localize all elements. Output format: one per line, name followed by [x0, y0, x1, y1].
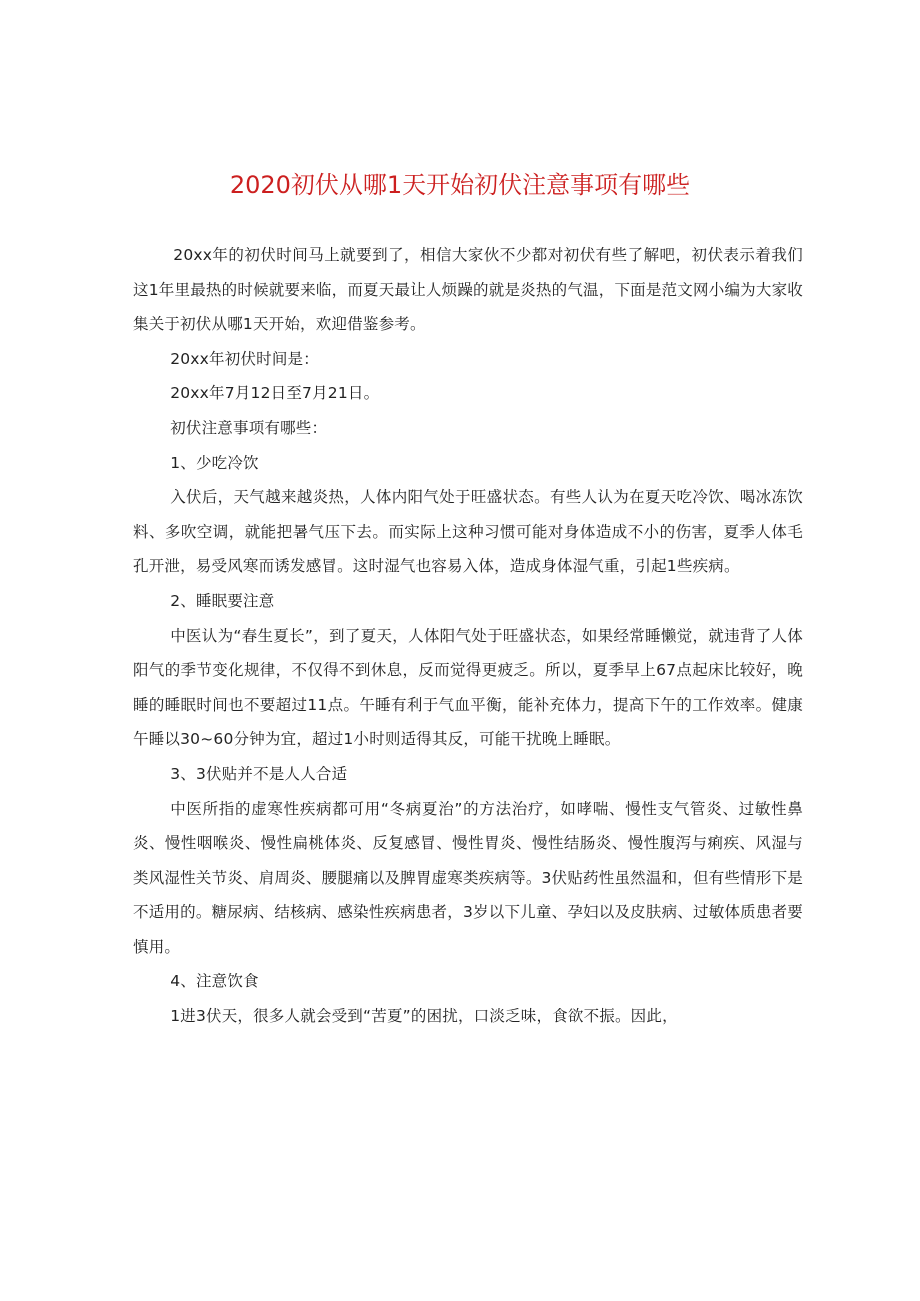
paragraph-body-1: 入伏后，天气越来越炎热，人体内阳气处于旺盛状态。有些人认为在夏天吃冷饮、喝冰冻饮料、多吹空调，就能把暑气压下去。而实际上这种习惯可能对身体造成不小的伤害，夏季人体毛孔开泄，易受风寒而诱发感冒。这时湿气也容易入体，造成身体湿气重，引起1些疾病。 [133, 488, 803, 576]
paragraph-body-3: 中医所指的虚寒性疾病都可用“冬病夏治”的方法治疗，如哮喘、慢性支气管炎、过敏性鼻炎、慢性咽喉炎、慢性扁桃体炎、反复感冒、慢性胃炎、慢性结肠炎、慢性腹泻与痢疾、风湿与类风湿性关节炎、肩周炎、腰腿痛以及脾胃虚寒类疾病等。3伏贴药性虽然温和，但有些情形下是不适用的。糖尿病、结核病、感染性疾病患者，3岁以下儿童、孕妇以及皮肤病、过敏体质患者要慎用。 [133, 799, 803, 956]
document-body [133, 238, 803, 1034]
paragraph-date-range: 20xx年7月12日至7月21日。 [170, 384, 380, 403]
paragraph-body-4: 1进3伏天，很多人就会受到“苦夏”的困扰，口淡乏味，食欲不振。因此， [170, 1007, 678, 1026]
paragraph-heading-1: 1、少吃冷饮 [170, 453, 259, 472]
paragraph-heading-2: 2、睡眠要注意 [170, 591, 275, 610]
paragraph-body-2: 中医认为“春生夏长”，到了夏天，人体阳气处于旺盛状态，如果经常睡懒觉，就违背了人体阳气的季节变化规律，不仅得不到休息，反而觉得更疲乏。所以，夏季早上67点起床比较好，晚睡的睡眠时间也不要超过11点。午睡有利于气血平衡，能补充体力，提高下午的工作效率。健康午睡以30~60分钟为宜，超过1小时则适得其反，可能干扰晚上睡眠。 [133, 626, 803, 749]
document-title: 2020初伏从哪1天开始初伏注意事项有哪些 [229, 171, 691, 199]
paragraph-heading-3: 3、3伏贴并不是人人合适 [170, 764, 348, 783]
paragraph-section-heading: 初伏注意事项有哪些： [170, 418, 328, 437]
paragraph-intro: 20xx年的初伏时间马上就要到了，相信大家伙不少都对初伏有些了解吧，初伏表示着我们这1年里最热的时候就要来临，而夏天最让人烦躁的就是炎热的气温，下面是范文网小编为大家收集关于初伏从哪1天开始，欢迎借鉴参考。 [133, 246, 803, 334]
paragraph-date-label: 20xx年初伏时间是： [170, 349, 319, 368]
paragraph-heading-4: 4、注意饮食 [170, 972, 259, 991]
